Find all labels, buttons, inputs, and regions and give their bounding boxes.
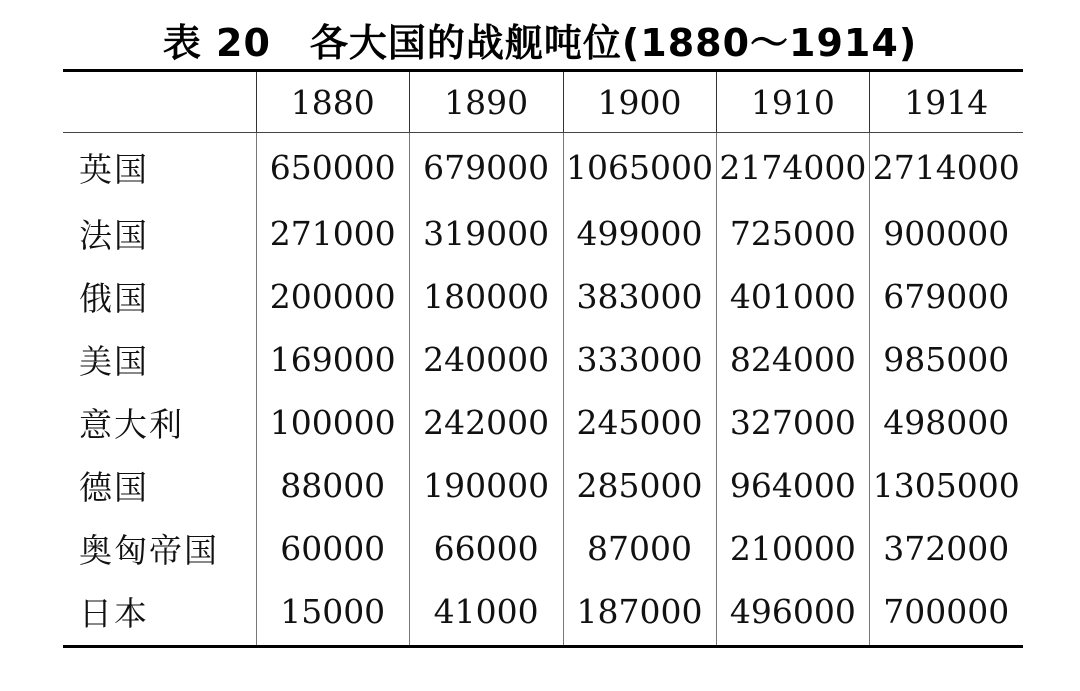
table-cell: 327000 xyxy=(729,403,856,442)
table-cell: 372000 xyxy=(883,529,1010,568)
table-cell: 679000 xyxy=(883,277,1010,316)
table-row xyxy=(63,132,1023,202)
header-corner xyxy=(63,72,256,132)
table-row xyxy=(63,265,1023,328)
table-cell: 180000 xyxy=(423,277,550,316)
row-label: 俄国 xyxy=(79,279,149,318)
table-cell: 824000 xyxy=(729,340,856,379)
header-year-1880: 1880 xyxy=(290,82,375,122)
table-cell: 333000 xyxy=(576,340,703,379)
table-cell: 66000 xyxy=(433,529,539,568)
table-row xyxy=(63,202,1023,265)
table-cell: 60000 xyxy=(280,529,386,568)
table-cell: 499000 xyxy=(576,214,703,253)
table-cell: 242000 xyxy=(423,403,550,442)
table-cell: 900000 xyxy=(883,214,1010,253)
table-cell: 650000 xyxy=(269,147,396,187)
table-cell: 401000 xyxy=(729,277,856,316)
row-label: 美国 xyxy=(79,342,149,381)
table-cell: 498000 xyxy=(883,403,1010,442)
bottom-rule xyxy=(63,645,1023,648)
row-label: 意大利 xyxy=(79,405,184,444)
table-cell: 200000 xyxy=(269,277,396,316)
header-row xyxy=(63,72,1023,132)
row-label: 日本 xyxy=(79,594,149,633)
table-cell: 245000 xyxy=(576,403,703,442)
header-year-1900: 1900 xyxy=(597,82,682,122)
table-cell: 41000 xyxy=(433,592,539,631)
table-cell: 700000 xyxy=(883,592,1010,631)
table-cell: 985000 xyxy=(883,340,1010,379)
table-cell: 679000 xyxy=(423,147,550,187)
header-year-1890: 1890 xyxy=(444,82,529,122)
table-cell: 240000 xyxy=(423,340,550,379)
table-cell: 383000 xyxy=(576,277,703,316)
header-year-1910: 1910 xyxy=(750,82,835,122)
table-row xyxy=(63,391,1023,454)
table-row xyxy=(63,454,1023,517)
table-cell: 285000 xyxy=(576,466,703,505)
table-row xyxy=(63,580,1023,643)
row-label: 奥匈帝国 xyxy=(79,531,219,570)
table-row xyxy=(63,517,1023,580)
table-cell: 319000 xyxy=(423,214,550,253)
table-cell: 1065000 xyxy=(565,147,713,187)
table-cell: 1305000 xyxy=(872,466,1020,505)
table-cell: 87000 xyxy=(586,529,692,568)
table-cell: 88000 xyxy=(280,466,386,505)
table-cell: 725000 xyxy=(729,214,856,253)
table-cell: 100000 xyxy=(269,403,396,442)
row-label: 法国 xyxy=(79,216,149,255)
table-cell: 210000 xyxy=(729,529,856,568)
table-cell: 271000 xyxy=(269,214,396,253)
table-cell: 190000 xyxy=(423,466,550,505)
table-title: 表 20 各大国的战舰吨位(1880～1914) xyxy=(162,21,918,65)
table-row xyxy=(63,328,1023,391)
table-cell: 496000 xyxy=(729,592,856,631)
row-label: 英国 xyxy=(79,149,149,189)
table-cell: 2714000 xyxy=(872,147,1020,187)
header-year-1914: 1914 xyxy=(904,82,989,122)
table-cell: 187000 xyxy=(576,592,703,631)
tonnage-table xyxy=(63,72,1023,643)
table-cell: 2174000 xyxy=(719,147,867,187)
table-cell: 15000 xyxy=(280,592,386,631)
table-cell: 964000 xyxy=(729,466,856,505)
row-label: 德国 xyxy=(79,468,149,507)
table-cell: 169000 xyxy=(269,340,396,379)
